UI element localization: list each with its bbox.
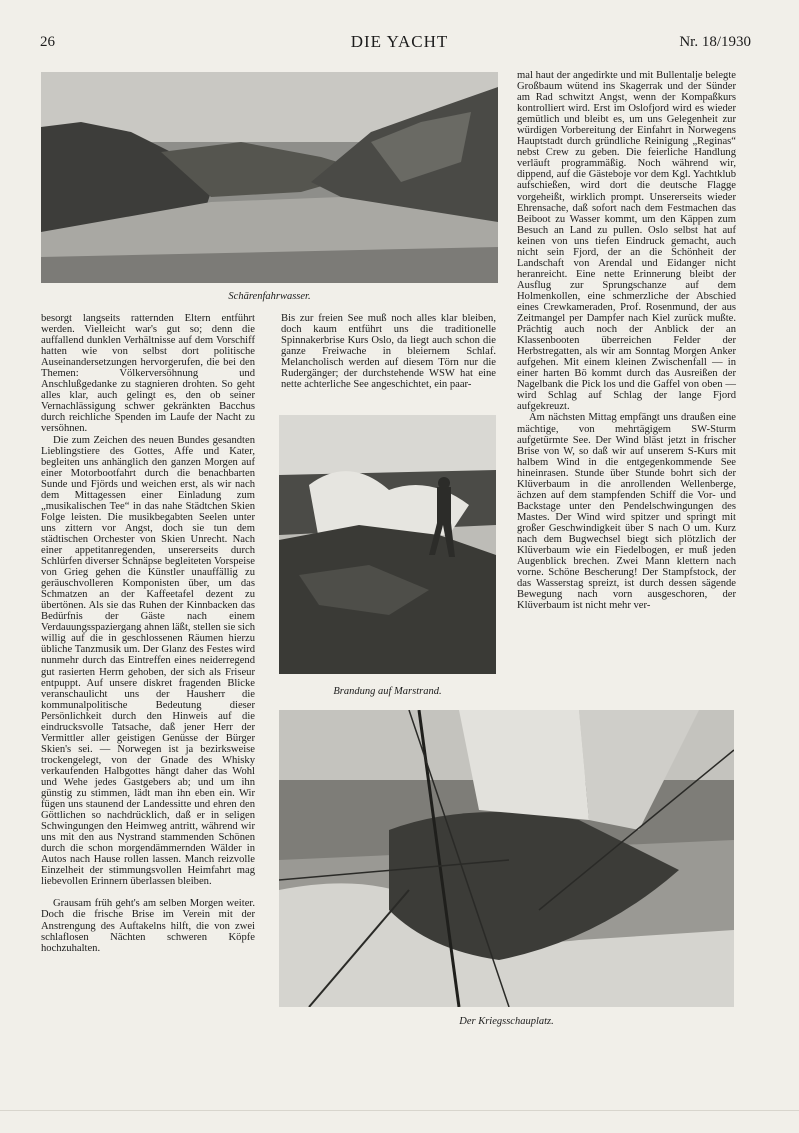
- paragraph: Grausam früh geht's am selben Morgen weiter. Doch die frische Brise im Verein mit der Anstrengung des Auftakelns hilft, die von zwei schlaflosen Nächten schweren Köpfe hochzuhalten.: [41, 898, 255, 954]
- caption-bow: Der Kriegsschauplatz.: [459, 1016, 554, 1027]
- photo-bow: [279, 710, 734, 1007]
- text-column-3: [517, 70, 736, 611]
- paragraph: Die zum Zeichen des neuen Bundes gesandten Lieblingstiere des Gottes, Affe und Kater, begleiten uns anhänglich den ganzen Morgen auf einer Motorbootfahrt durch die benachbarten Sunde und Fjörds und weichen erst, als wir nach dem Mittagessen einer Einladung zum „musikalischen Tee“ in das nahe Städtchen Skien Folge leisten. Die musikbegabten Seelen unter uns zittern vor Angst, doch sie tun dem städtischen Orchester von Skien Unrecht. Nach einer appetitanregenden, unsererseits durch Schlürfen diverser Schnäpse begleiteten Vorspeise von Grieg gehen die Künstler unauffällig zu geräuschvolleren Komponisten über, um das Schmatzen an der Kaffeetafel dezent zu übertönen. Als sie das Ruhen der Kinnbacken das Bedürfnis der Gäste nach einem Verdauungsspaziergang ahnen läßt, stellen sie sich willig auf die in geschlossenen Räumen hierzu übliche Tanzmusik um. Der Glanz des Festes wird nunmehr durch das Eintreffen eines neiderregend gut rasierten Herrn gehoben, der sich als Friseur entpuppt. Auf unsere diskret fragenden Blicke veranschaulicht uns der Hausherr die kommunalpolitische Bedeutung dieser Persönlichkeit durch den Hinweis auf die eindrucksvolle Tatsache, daß jener Herr der Vermittler aller geistigen Genüsse der Bürger Skien's sei. — Norwegen ist ja bezirksweise trockengelegt, von der Gnade des Whisky verkaufenden Halbgottes hängt daher das Wohl und Wehe jedes Gastgebers ab; und um ihn günstig zu stimmen, lädt man ihn eben ein. Wir fügen uns staunend der Landessitte und ehren den Göttlichen so nachdrücklich, daß er in seligen Schwingungen den Heimweg antritt, während wir uns mit den aus Nystrand stammenden Schönen durch die schon morgendämmernden Wälder in Autos nach Hause rollen lassen. Manch reizvolle Einzelheit der stimmungsvollen Heimfahrt mag liebevollen Erinnern überlassen bleiben.: [41, 434, 255, 888]
- photo-skerries: [41, 72, 498, 283]
- text-column-1: [41, 313, 255, 954]
- paragraph: Bis zur freien See muß noch alles klar bleiben, doch kaum entführt uns die traditionelle Spinnakerbrise Kurs Oslo, da liegt auch schon die ganze Freiwache in bleiernem Schlaf. Melancholisch werden auf diesem Törn nur die Rudergänger; der durchstehende WSW hat eine nette achterliche See angeschichtet, ein paar-: [281, 313, 496, 391]
- magazine-title: DIE YACHT: [350, 32, 449, 51]
- photo-surf: [279, 415, 496, 674]
- photo-surf-image: [279, 415, 496, 674]
- paragraph: Am nächsten Mittag empfängt uns draußen eine mächtige, von mehrtägigem SW-Sturm aufgetürmte See. Der Wind bläst jetzt in frischer Brise von W, so daß wir auf unserem S-Kurs mit halbem Wind in die entgegenkommende See hineinrasen. Stunde über Stunde bohrt sich der Klüverbaum in die anrollenden Wellenberge, ächzen auf dem stampfenden Schiff die Vor- und Backstage unter den Pendelschwingungen des Mastes. Der Wind wird spitzer und springt mit großer Geschwindigkeit über S nach O um. Kurz nach dem Bugwechsel biegt sich plötzlich der Klüverbaum wie ein Fiedelbogen, er muß jeden Augenblick brechen. Zwei Mann klettern nach vorne. Schöne Bescherung! Der Stampfstock, der das Wasserstag spreizt, ist durch dessen sägende Bewegung nach vorn ausgeschoren, der Klüverbaum ist nicht mehr ver-: [517, 412, 736, 612]
- caption-surf: Brandung auf Marstrand.: [333, 686, 442, 697]
- issue-number: Nr. 18/1930: [679, 34, 751, 50]
- page-number: 26: [40, 34, 55, 50]
- caption-skerries: Schärenfahrwasser.: [228, 291, 311, 302]
- page-bottom-edge: [0, 1110, 799, 1111]
- paragraph: besorgt langseits ratternden Eltern entführt werden. Vielleicht war's gut so; denn die auffallend dunklen Verhältnisse auf dem Vorschiff hatten wie von selbst dort politische Auseinandersetzungen hervorgerufen, die bei den Themen: Völkerversöhnung und Anschlußgedanke zu stagnieren drohten. So geht alles klar, auch gelingt es, den ob seiner Vernachlässigung schwer gekränkten Bacchus durch reichliche Spenden im Laufe der Nacht zu versöhnen.: [41, 313, 255, 435]
- photo-skerries-image: [41, 72, 498, 283]
- paragraph: mal haut der angedirkte und mit Bullentalje belegte Großbaum wütend ins Skagerrak und der Sünder am Rad schwitzt Angst, wenn der Kompaßkurs kontrolliert wird. Erst im Oslofjord wird es wieder gemütlich und bleibt es, um uns Gelegenheit zur würdigen Vorbereitung der Einfahrt in Norwegens Hauptstadt durch gründliche Reinigung „Reginas“ nebst Crew zu geben. Die feierliche Handlung verläuft programmäßig. Noch während wir, dippend, auf die Gästeboje vor dem Kgl. Yachtklub aufschießen, wird dort die deutsche Flagge vorgeheißt, wirklich prompt. Unsererseits wieder Ehrensache, daß sofort nach dem Festmachen das Beiboot zu Wasser kommt, um den Käppen zum Besuch an Land zu pullen. Oslo selbst hat auf keinen von uns tiefen Eindruck gemacht, auch nicht sein Fjord, der an die Schönheit der Landschaft von Arendal und Eidanger nicht heranreicht. Eine nette Erinnerung bleibt der Ausflug zur Sprungschanze auf dem Holmenkollen, eine schmerzliche der Abschied eines Crewkameraden, Prof. Rosenmund, der aus Zeitmangel per Dampfer nach Kiel zurück mußte. Prächtig auch noch der Anblick der an Klassenbooten überreichen Felder der Herbstregatten, als wir am Sonntag Morgen Anker aufgehen. Mit einem kleinen Zwischenfall — in einer harten Bö kommt durch das Ausreißen der Nagelbank die Pick los und die Gaffel von oben — wird Schlag auf Schlag der lange Fjord aufgekreuzt.: [517, 70, 736, 413]
- text-column-2: [281, 313, 496, 390]
- photo-bow-image: [279, 710, 734, 1007]
